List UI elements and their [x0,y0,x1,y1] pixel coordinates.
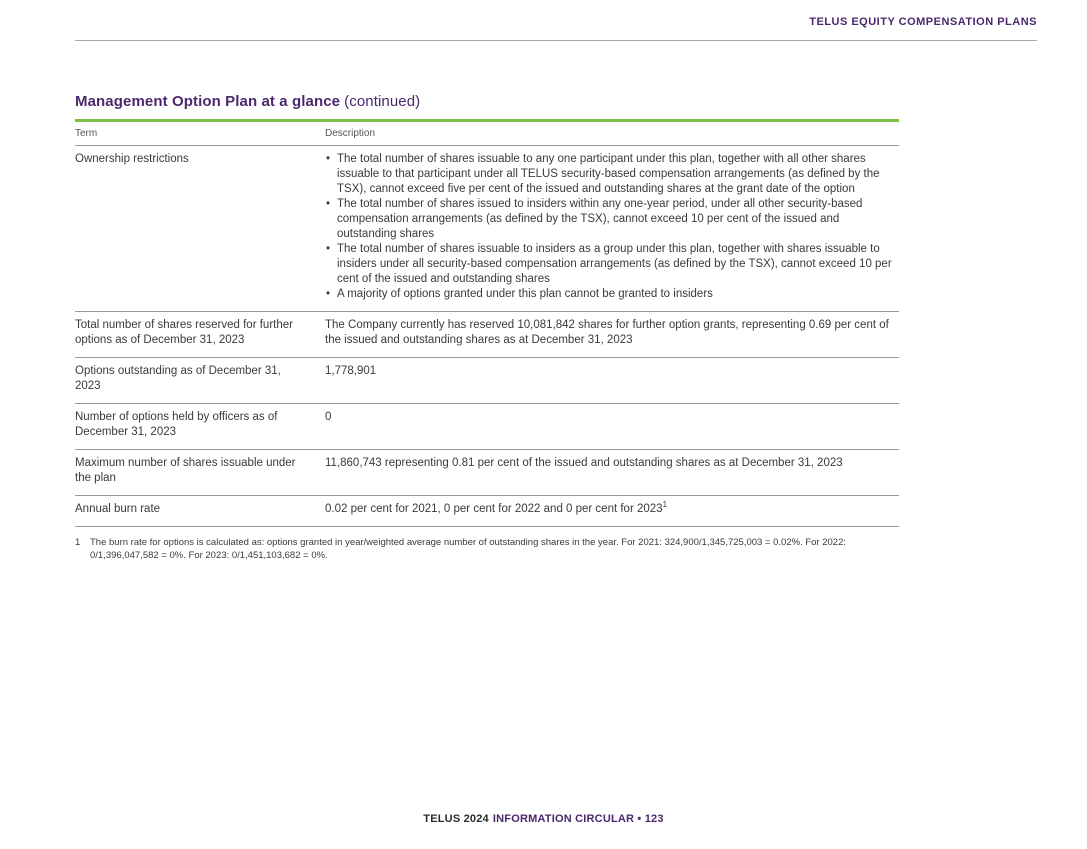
term-cell: Total number of shares reserved for further options as of December 31, 2023 [75,319,293,346]
section-title-continued: (continued) [344,93,421,110]
description-cell: 0 [325,411,332,423]
term-cell: Number of options held by officers as of December 31, 2023 [75,411,278,438]
table-row-annual-burn-rate [75,496,899,527]
term-cell: Maximum number of shares issuable under the plan [75,457,296,484]
table-row-ownership-restrictions [75,146,899,312]
column-header-description: Description [325,128,376,139]
table-header-row [75,122,899,146]
burn-rate-text: 0.02 per cent for 2021, 0 per cent for 2022 and 0 per cent for 2023 [325,503,663,515]
footnote-reference: 1 [662,500,668,510]
description-cell: 1,778,901 [325,365,377,377]
bullet-item: • The total number of shares issuable to any one participant under this plan, together with all other shares issuable to that participant under all TELUS security-based compensation arrangements (as defined by the TSX), cannot exceed five per cent of the issued and outstanding shares at the grant date of the option [325,152,899,197]
bullet-item: • The total number of shares issuable to insiders as a group under this plan, together with shares issuable to insiders under all security-based compensation arrangements (as defined by the TSX), cannot exceed 10 per cent of the issued and outstanding shares [325,242,899,287]
column-header-term: Term [75,128,98,139]
table-row-maximum-shares-issuable [75,450,899,496]
table-row-options-held-by-officers [75,404,899,450]
term-cell: Options outstanding as of December 31, 2023 [75,365,281,392]
table-row-options-outstanding [75,358,899,404]
footer-brand: TELUS 2024 [423,813,489,825]
description-cell [325,146,899,311]
plan-glance-table [75,119,899,527]
bullet-item: • A majority of options granted under this plan cannot be granted to insiders [325,287,899,302]
bullet-item: • The total number of shares issued to insiders within any one-year period, under all other security-based compensation arrangements (as defined by the TSX), cannot exceed 10 per cent of the issued and outstanding shares [325,197,899,242]
description-cell: The Company currently has reserved 10,081,842 shares for further option grants, representing 0.69 per cent of the issued and outstanding shares as at December 31, 2023 [325,319,889,346]
section-title [75,93,899,110]
footer-circular-title: INFORMATION CIRCULAR • 123 [492,813,664,825]
table-row-shares-reserved [75,312,899,358]
bullet-list [325,152,899,302]
footnote-marker: 1 [75,537,81,548]
page-header [75,16,1037,41]
section-title-text: Management Option Plan at a glance [75,93,341,110]
footnote [75,536,899,562]
description-cell [325,496,899,526]
description-cell: 11,860,743 representing 0.81 per cent of the issued and outstanding shares as at December 31, 2023 [325,457,843,469]
term-cell: Annual burn rate [75,503,161,515]
main-content [75,93,899,562]
footnote-text: The burn rate for options is calculated as: options granted in year/weighted average number of outstanding shares in the year. For 2021: 324,900/1,345,725,003 = 0.02%. For 2022: 0/1,396,047,582 = 0%. For 2023: 0/1,451,103,682 = 0%. [90,537,847,561]
page-footer [0,813,1087,825]
running-header-title: TELUS EQUITY COMPENSATION PLANS [809,16,1037,28]
term-cell: Ownership restrictions [75,153,189,165]
